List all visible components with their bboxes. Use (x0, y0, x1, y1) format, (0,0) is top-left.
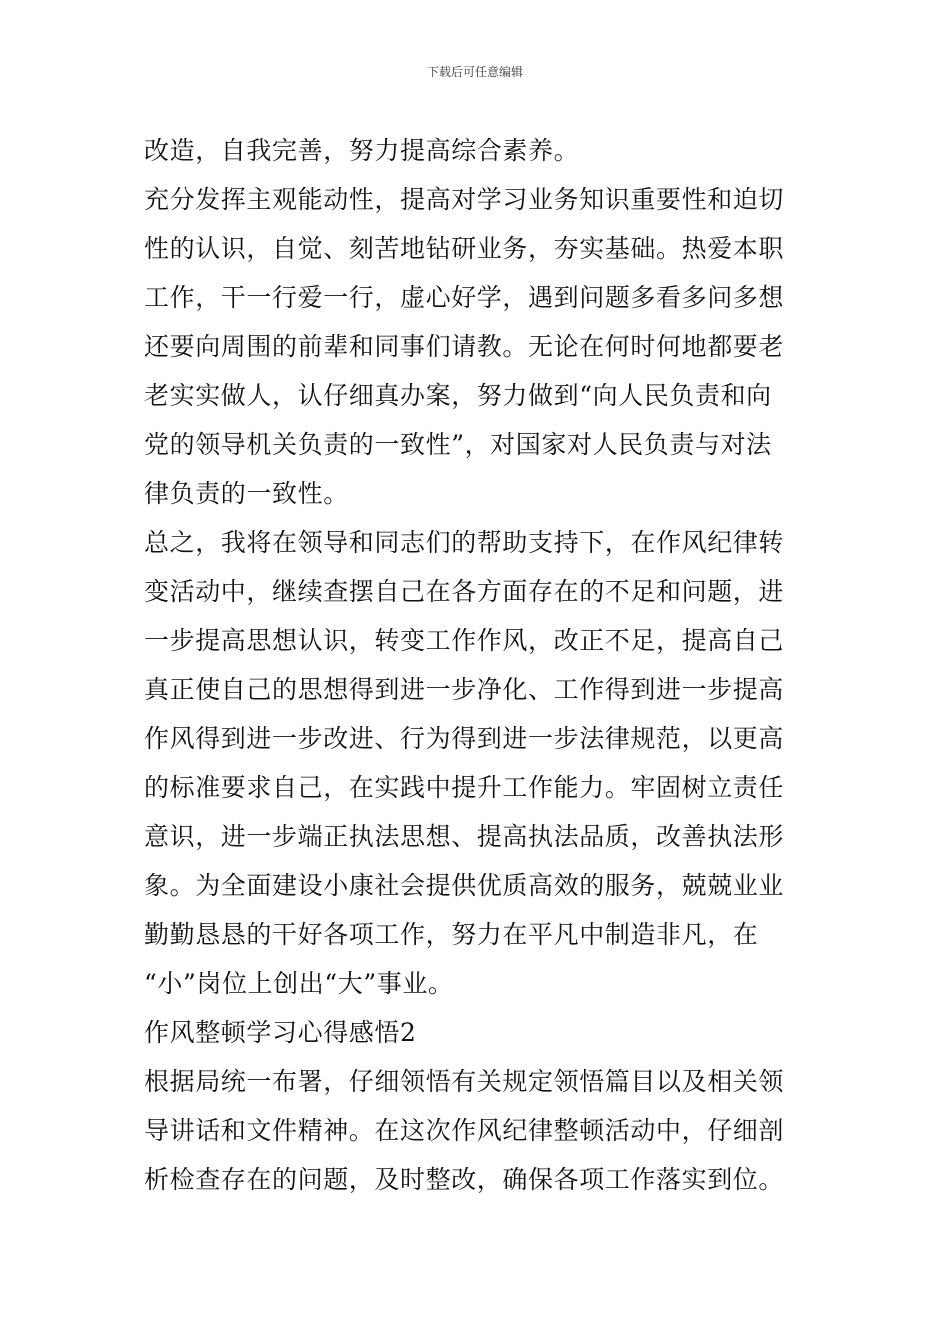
text-line: 总之，我将在领导和同志们的帮助支持下，在作风纪律转 (144, 528, 785, 557)
text-line: “小”岗位上创出“大”事业。 (144, 969, 454, 998)
text-line: 性的认识，自觉、刻苦地钻研业务，夯实基础。热爱本职 (144, 234, 785, 263)
text-line: 工作，干一行爱一行，虚心好学，遇到问题多看多问多想 (144, 283, 785, 312)
text-line: 的标准要求自己，在实践中提升工作能力。牢固树立责任 (144, 773, 785, 802)
text-line: 意识，进一步端正执法思想、提高执法品质，改善执法形 (144, 822, 785, 851)
text-line: 充分发挥主观能动性，提高对学习业务知识重要性和迫切 (144, 185, 785, 214)
text-line: 根据局统一布署，仔细领悟有关规定领悟篇目以及相关领 (144, 1067, 785, 1096)
text-line: 还要向周围的前辈和同事们请教。无论在何时何地都要老 (144, 332, 785, 361)
section-title: 作风整顿学习心得感悟2 (144, 1018, 417, 1047)
page-header: 下载后可任意编辑 (426, 65, 523, 79)
text-line: 党的领导机关负责的一致性”，对国家对人民负责与对法 (144, 430, 772, 459)
text-line: 导讲话和文件精神。在这次作风纪律整顿活动中，仔细剖 (144, 1116, 785, 1145)
text-line: 作风得到进一步改进、行为得到进一步法律规范，以更高 (144, 724, 785, 753)
text-line: 律负责的一致性。 (144, 479, 349, 508)
text-line: 析检查存在的问题，及时整改，确保各项工作落实到位。 (144, 1165, 785, 1194)
text-line: 象。为全面建设小康社会提供优质高效的服务，兢兢业业 (144, 871, 785, 900)
text-line: 改造，自我完善，努力提高综合素养。 (144, 136, 580, 165)
text-line: 真正使自己的思想得到进一步净化、工作得到进一步提高 (144, 675, 785, 704)
text-line: 变活动中，继续查摆自己在各方面存在的不足和问题，进 (144, 577, 785, 606)
document-body (144, 126, 808, 1204)
text-line: 一步提高思想认识，转变工作作风，改正不足，提高自己 (144, 626, 785, 655)
text-line: 勤勤恳恳的干好各项工作，努力在平凡中制造非凡，在 (144, 920, 759, 949)
text-line: 老实实做人，认仔细真办案，努力做到“向人民负责和向 (144, 381, 772, 410)
